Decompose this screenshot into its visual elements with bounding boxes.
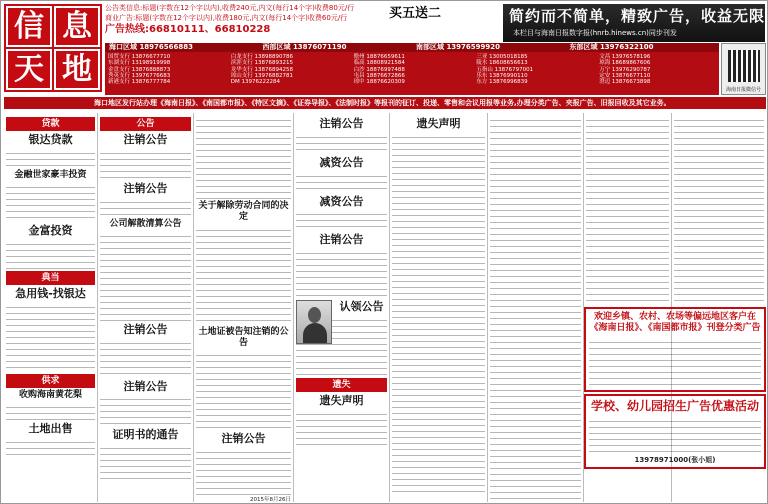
notice-body [100,394,191,426]
promo-area [584,305,766,501]
notice-title: 注销公告 [319,233,364,247]
category-lost: 遗失 [296,378,387,392]
ad-title: 金融世家豪丰投资 [14,169,87,180]
notice-title: 认领公告 [339,300,384,313]
notice-body [196,225,291,325]
notice-title: 遗失声明 [319,393,364,407]
ad-title: 金富投资 [28,224,73,237]
notice-title: 证明书的通告 [112,428,179,442]
column-6 [488,113,584,502]
promo-buy5: 买五送二 [389,6,442,21]
notice-body [196,115,291,199]
page-header [1,1,768,96]
distribution-notice: 海口地区发行站办理《海南日报》、《南国都市报》、《特区文摘》、《证券导报》、《法制时报》等报刊的征订、投递、零售和会议用报等业务,办理分类广告、夹报广告、旧报回收及其它业务。 [4,97,766,109]
classified-columns [4,113,766,502]
notice-body [100,338,191,378]
notice-title: 土地证被告知注销的公告 [198,326,289,348]
notice-title: 注销公告 [123,133,168,146]
qr-code-icon [728,50,760,82]
ad-title: 急用钱-找银达 [15,286,86,300]
ad-title: 土地出售 [28,421,73,435]
region-east: 东部区域 13976322100 [569,43,654,51]
notice-body [196,447,291,497]
branch-col-4: 三亚 13005018185 陵水 18608656613 五指山 13876797001 乐东 13876990110 东方 13876996839 [476,54,534,86]
notice-title: 减资公告 [319,194,364,208]
notice-title: 注销公告 [123,379,168,393]
region-header-row [105,43,719,52]
claim-notice [296,298,387,375]
notice-body [196,350,291,430]
ad-title: 收购海南黄花梨 [18,389,82,400]
notice-body [296,248,387,298]
notice-body [296,209,387,231]
promo-body [589,416,761,456]
column-2 [98,113,194,502]
branch-col-3: 儋州 18876659611 临高 18808921584 白沙 18876997488 屯昌 18876672866 琼中 18876620309 [353,54,405,86]
logo-char-2: 息 [54,6,100,47]
region-haikou: 海口区域 18976566883 [109,43,194,51]
slogan-banner [503,4,765,42]
notice-body [392,132,485,492]
hotline-label: 广告热线: [105,24,149,35]
promo-body [589,337,761,387]
promo-phone: 13978971000(张小姐) [634,455,716,464]
column-4 [294,113,390,502]
logo [4,4,102,92]
logo-char-4: 地 [54,49,100,90]
notice-title: 注销公告 [319,117,364,130]
slogan-main: 简约而不简单，精致广告，收益无限 [509,7,766,25]
column-5 [390,113,488,502]
rate-line-1: 公告类信息:标题(字数在12个字以内),收费240元,内文(每行14个字)收费80元/行 [105,4,355,12]
notice-body [296,132,387,154]
qr-code [721,43,766,95]
school-promo-title: 学校、幼儿园招生广告优惠活动 [590,398,759,413]
slogan-sub: 本栏目与海南日报数字报(hnrb.hinews.cn)同步刊发 [513,28,677,37]
notice-body [100,197,191,217]
logo-char-1: 信 [6,6,52,47]
branch-col-5: 文昌 13976578196 琼海 18689867606 万宁 13976290787 定安 13876677110 澄迈 13876673898 [599,54,651,86]
category-notice: 公告 [100,117,191,131]
rural-promo-box [584,307,766,392]
category-loans: 贷款 [6,117,95,131]
notice-title: 遗失声明 [416,117,461,130]
notice-body [674,115,764,305]
notice-body [296,409,387,449]
notice-body [296,171,387,193]
notice-title: 注销公告 [221,432,266,445]
notice-body [100,148,191,180]
notice-date: 2015年8月26日 [250,496,291,502]
notice-body [490,115,581,500]
notice-title: 关于解除劳动合同的决定 [198,201,289,223]
rural-promo-title: 欢迎乡镇、农村、农场等偏远地区客户在《海南日报》、《南国都市报》刊登分类广告 [589,312,761,334]
ad-body [6,239,95,269]
qr-label: 海南日报微信号 [725,86,761,93]
notice-title: 注销公告 [123,181,168,195]
region-west: 西部区域 13876071190 [262,43,347,51]
category-supply: 供求 [6,374,95,388]
notice-body [100,443,191,483]
ad-body [6,437,95,457]
school-promo-box [584,394,766,470]
region-south: 南部区域 13976599920 [416,43,501,51]
column-3 [194,113,294,502]
ad-title: 银达贷款 [28,133,73,146]
ad-body [6,182,95,222]
notice-title: 注销公告 [123,322,168,336]
column-1 [4,113,98,502]
notice-body [100,231,191,321]
hotline-number: 66810111、66810228 [149,24,271,35]
logo-char-3: 天 [6,49,52,90]
branch-col-2: 白龙支行 13898890786 滨涯支行 13876893215 龙华支行 13876894258 琼山支行 13976882781 DM 13976222284 [230,54,294,86]
notice-body [586,115,669,305]
person-photo [296,300,332,344]
ad-body [6,402,95,420]
branch-list [105,52,719,95]
category-pawn: 典当 [6,271,95,285]
ad-body [6,148,95,168]
notice-title: 减资公告 [319,155,364,169]
branch-phone-table [105,43,719,95]
ad-body [6,302,95,372]
rate-line-2: 商业广告:标题(字数在12个字以内),收费180元,内文(每行14个字)收费60元/行 [105,14,348,22]
notice-title: 公司解散清算公告 [109,218,182,229]
branch-col-1: 国贸支行 13876677710 东湖支行 13198919998 金盘支行 13876888873 秀英支行 13976776683 新港支行 13876777784 [108,54,171,86]
